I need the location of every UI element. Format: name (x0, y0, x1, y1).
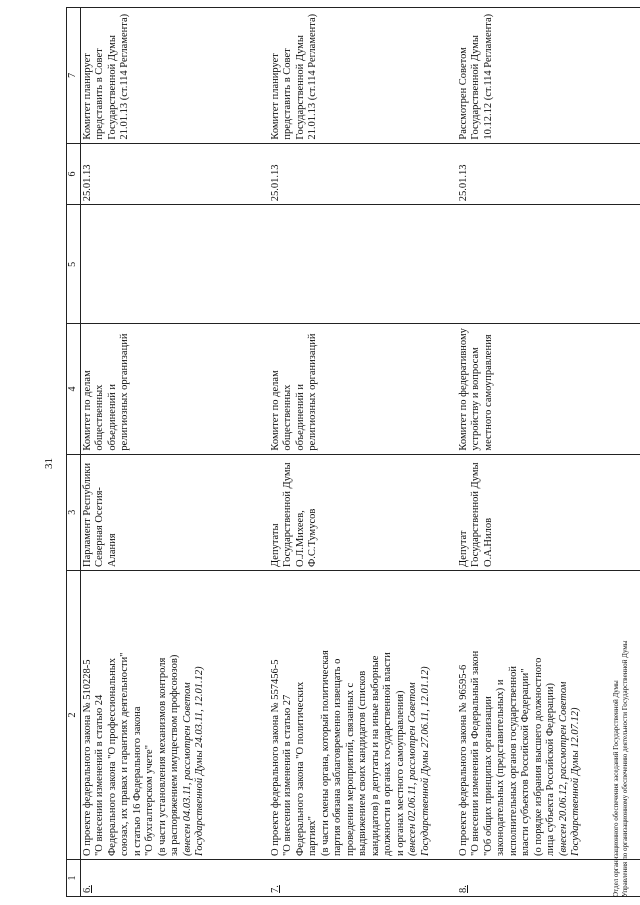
title-line: (в части установления механизмов контроля (156, 657, 168, 857)
author-cell: Депутаты Государственной Думы О.Л.Михеев, Ф.С.Тумусов (269, 454, 457, 570)
title-line: О проекте федерального закона № 510228-5 (81, 659, 93, 857)
title-line: "О внесении изменений в статью 27 (282, 694, 293, 857)
title-line: проведении мероприятий, связанных с (344, 682, 356, 857)
row-number: 6. (80, 860, 269, 897)
col5-cell (457, 205, 640, 324)
col-header-4: 4 (67, 324, 81, 454)
note-line: (внесен 04.03.11, рассмотрен Советом (181, 682, 193, 857)
title-line: "О внесении изменений в Федеральный закон (470, 650, 481, 857)
footer-line: Отдел организационного обеспечения заседаний Государственной Думы (612, 680, 620, 897)
title-line: и статью 16 Федерального закона (131, 706, 143, 857)
bill-title-cell (80, 571, 269, 860)
row-number: 8. (457, 860, 640, 897)
title-line: "О бухгалтерском учете" (144, 745, 155, 857)
footer-line: Управления по организационному обеспечению деятельности Государственной Думы (621, 640, 629, 897)
title-line: власти субъектов Российской Федерации" (520, 668, 531, 857)
title-line: исполнительных органов государственной (507, 665, 519, 857)
status-cell: Рассмотрен Советом Государственной Думы 10.12.12 (ст.114 Регламента) (457, 8, 640, 144)
title-line: Федерального закона "О профессиональных (106, 657, 118, 857)
note-line: Государственной Думы 12.07.12) (570, 707, 581, 857)
title-line: и органах местного самоуправления) (394, 690, 406, 857)
table-row (80, 8, 269, 897)
note-line: Государственной Думы 24.03.11, 12.01.12) (194, 666, 205, 857)
footer-note (612, 641, 630, 897)
date-cell: 25.01.13 (457, 143, 640, 205)
bill-title-cell (269, 571, 457, 860)
col-header-2: 2 (67, 571, 81, 860)
col-header-6: 6 (67, 143, 81, 205)
date-cell: 25.01.13 (269, 143, 457, 205)
col-header-5: 5 (67, 205, 81, 324)
title-line: О проекте федерального закона № 96595-6 (457, 664, 469, 857)
date-cell: 25.01.13 (80, 143, 269, 205)
bills-table (66, 7, 640, 897)
author-cell: Парламент Республики Северная Осетия-Алания (80, 454, 269, 570)
title-line: Федерального закона "О политических (294, 681, 306, 857)
title-line: выдвижением своих кандидатов (списков (357, 670, 368, 857)
title-line: О проекте федерального закона № 557456-5 (269, 659, 281, 857)
table-row (269, 8, 457, 897)
title-line: законодательных (представительных) и (495, 679, 506, 857)
col5-cell (80, 205, 269, 324)
col-header-1: 1 (67, 860, 81, 897)
title-line: партиях" (307, 816, 318, 857)
row-number: 7. (269, 860, 457, 897)
page-number: 31 (43, 458, 55, 469)
note-line: Государственной Думы 27.06.11, 12.01.12) (419, 666, 431, 857)
committee-cell: Комитет по делам общественных объединений и религиозных организаций (80, 324, 269, 454)
status-cell: Комитет планирует представить в Совет Государственной Думы 21.01.13 (ст.114 Регламента) (80, 8, 269, 144)
note-line: (внесен 20.06.12, рассмотрен Советом (557, 681, 569, 857)
title-line: партия обязана заблаговременно извещать о (332, 658, 343, 857)
col-header-3: 3 (67, 454, 81, 570)
col-header-7: 7 (67, 8, 81, 144)
committee-cell: Комитет по федеративному устройству и вопросам местного самоуправления (457, 324, 640, 454)
title-line: "Об общих принципах организации (482, 696, 494, 857)
title-line: (в части смены органа, который политическая (319, 650, 331, 857)
author-cell: Депутат Государственной Думы О.А.Нилов (457, 454, 640, 570)
status-cell: Комитет планирует представить в Совет Государственной Думы 21.01.13 (ст.114 Регламента) (269, 8, 457, 144)
title-line: кандидатов) в депутаты и на иные выборные (369, 655, 381, 857)
title-line: (о порядке избрания высшего должностного (532, 657, 544, 857)
title-line: союзах, их правах и гарантиях деятельности" (119, 652, 130, 857)
title-line: должности в органах государственной власти (382, 652, 393, 857)
title-line: "О внесении изменений в статью 24 (94, 694, 105, 857)
committee-cell: Комитет по делам общественных объединений и религиозных организаций (269, 324, 457, 454)
header-row (67, 8, 81, 897)
col5-cell (269, 205, 457, 324)
title-line: лица субъекта Российской Федерации) (545, 683, 556, 857)
title-line: за распоряжением имуществом профсоюзов) (169, 654, 180, 857)
note-line: (внесен 02.06.11, рассмотрен Советом (407, 682, 418, 857)
